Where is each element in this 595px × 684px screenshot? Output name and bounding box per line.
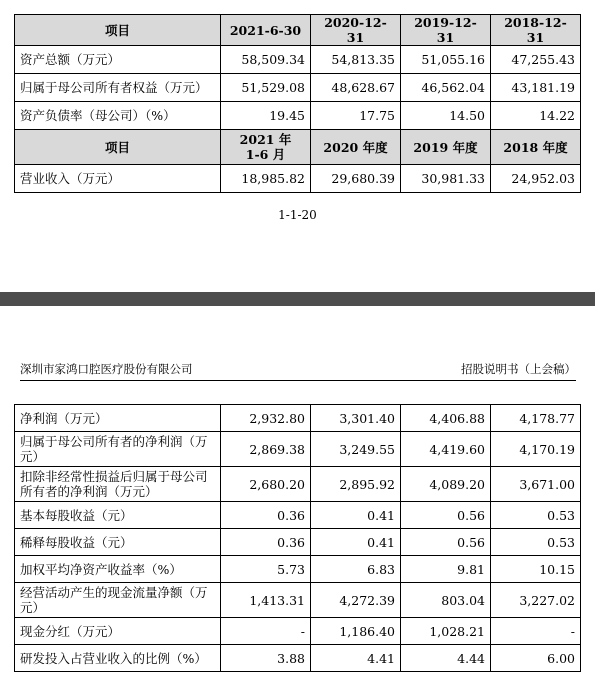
row-label: 营业收入（万元） [15, 165, 221, 193]
cell-value: 2,680.20 [221, 467, 311, 502]
cell-value: 51,529.08 [221, 74, 311, 102]
table-row [15, 556, 581, 583]
cell-value: 2,869.38 [221, 432, 311, 467]
cell-value: 14.50 [401, 102, 491, 130]
financial-summary-table-top [14, 14, 581, 193]
cell-value: 6.83 [311, 556, 401, 583]
table-row [15, 46, 581, 74]
row-label: 现金分红（万元） [15, 618, 221, 645]
cell-value: 0.56 [401, 529, 491, 556]
cell-value: 2,895.92 [311, 467, 401, 502]
cell-value: 2,932.80 [221, 405, 311, 432]
cell-value: 1,186.40 [311, 618, 401, 645]
cell-value: 3.88 [221, 645, 311, 672]
header-cell: 2021-6-30 [221, 15, 311, 46]
row-label: 研发投入占营业收入的比例（%） [15, 645, 221, 672]
cell-value: 3,227.02 [491, 583, 581, 618]
row-label: 资产总额（万元） [15, 46, 221, 74]
row-label: 基本每股收益（元） [15, 502, 221, 529]
cell-value: 4,419.60 [401, 432, 491, 467]
company-name: 深圳市家鸿口腔医疗股份有限公司 [20, 362, 193, 376]
header-cell: 项目 [15, 15, 221, 46]
cell-value: 4,170.19 [491, 432, 581, 467]
table-row [15, 165, 581, 193]
cell-value: 0.53 [491, 502, 581, 529]
cell-value: - [221, 618, 311, 645]
header-cell: 2019 年度 [401, 130, 491, 165]
cell-value: 4,406.88 [401, 405, 491, 432]
cell-value: 24,952.03 [491, 165, 581, 193]
cell-value: 29,680.39 [311, 165, 401, 193]
cell-value: 58,509.34 [221, 46, 311, 74]
cell-value: 30,981.33 [401, 165, 491, 193]
row-label: 归属于母公司所有者权益（万元） [15, 74, 221, 102]
cell-value: 9.81 [401, 556, 491, 583]
page-number: 1-1-20 [278, 208, 317, 222]
table-header-row [15, 15, 581, 46]
row-label: 经营活动产生的现金流量净额（万元） [15, 583, 221, 618]
cell-value: 4.44 [401, 645, 491, 672]
cell-value: 3,249.55 [311, 432, 401, 467]
header-cell: 2020-12-31 [311, 15, 401, 46]
row-label: 归属于母公司所有者的净利润（万元） [15, 432, 221, 467]
row-label: 扣除非经常性损益后归属于母公司所有者的净利润（万元） [15, 467, 221, 502]
row-label: 资产负债率（母公司）（%） [15, 102, 221, 130]
table-header-row [15, 130, 581, 165]
cell-value: 803.04 [401, 583, 491, 618]
cell-value: 4.41 [311, 645, 401, 672]
table-row [15, 405, 581, 432]
cell-value: 0.53 [491, 529, 581, 556]
cell-value: 10.15 [491, 556, 581, 583]
row-label: 加权平均净资产收益率（%） [15, 556, 221, 583]
cell-value: 51,055.16 [401, 46, 491, 74]
header-cell: 2020 年度 [311, 130, 401, 165]
cell-value: 47,255.43 [491, 46, 581, 74]
header-cell: 项目 [15, 130, 221, 165]
cell-value: 5.73 [221, 556, 311, 583]
cell-value: 43,181.19 [491, 74, 581, 102]
cell-value: 0.36 [221, 502, 311, 529]
cell-value: 4,178.77 [491, 405, 581, 432]
header-cell: 2019-12-31 [401, 15, 491, 46]
cell-value: 0.41 [311, 502, 401, 529]
cell-value: 4,272.39 [311, 583, 401, 618]
table-row [15, 645, 581, 672]
cell-value: 3,671.00 [491, 467, 581, 502]
table-row [15, 432, 581, 467]
row-label: 稀释每股收益（元） [15, 529, 221, 556]
table-row [15, 618, 581, 645]
table-row [15, 502, 581, 529]
header-cell: 2021 年 1-6 月 [221, 130, 311, 165]
cell-value: 54,813.35 [311, 46, 401, 74]
page-break-divider [0, 292, 595, 306]
page-header [20, 361, 576, 381]
cell-value: 0.56 [401, 502, 491, 529]
cell-value: 1,028.21 [401, 618, 491, 645]
header-cell: 2018-12-31 [491, 15, 581, 46]
cell-value: 14.22 [491, 102, 581, 130]
cell-value: 1,413.31 [221, 583, 311, 618]
cell-value: 3,301.40 [311, 405, 401, 432]
table-row [15, 467, 581, 502]
cell-value: 17.75 [311, 102, 401, 130]
table-row [15, 529, 581, 556]
table-row [15, 583, 581, 618]
header-cell: 2018 年度 [491, 130, 581, 165]
financial-summary-table-bottom [14, 404, 581, 672]
cell-value: - [491, 618, 581, 645]
cell-value: 48,628.67 [311, 74, 401, 102]
cell-value: 0.41 [311, 529, 401, 556]
row-label: 净利润（万元） [15, 405, 221, 432]
cell-value: 0.36 [221, 529, 311, 556]
cell-value: 18,985.82 [221, 165, 311, 193]
document-title: 招股说明书（上会稿） [461, 362, 576, 376]
cell-value: 4,089.20 [401, 467, 491, 502]
cell-value: 19.45 [221, 102, 311, 130]
table-row [15, 102, 581, 130]
table-row [15, 74, 581, 102]
cell-value: 6.00 [491, 645, 581, 672]
cell-value: 46,562.04 [401, 74, 491, 102]
